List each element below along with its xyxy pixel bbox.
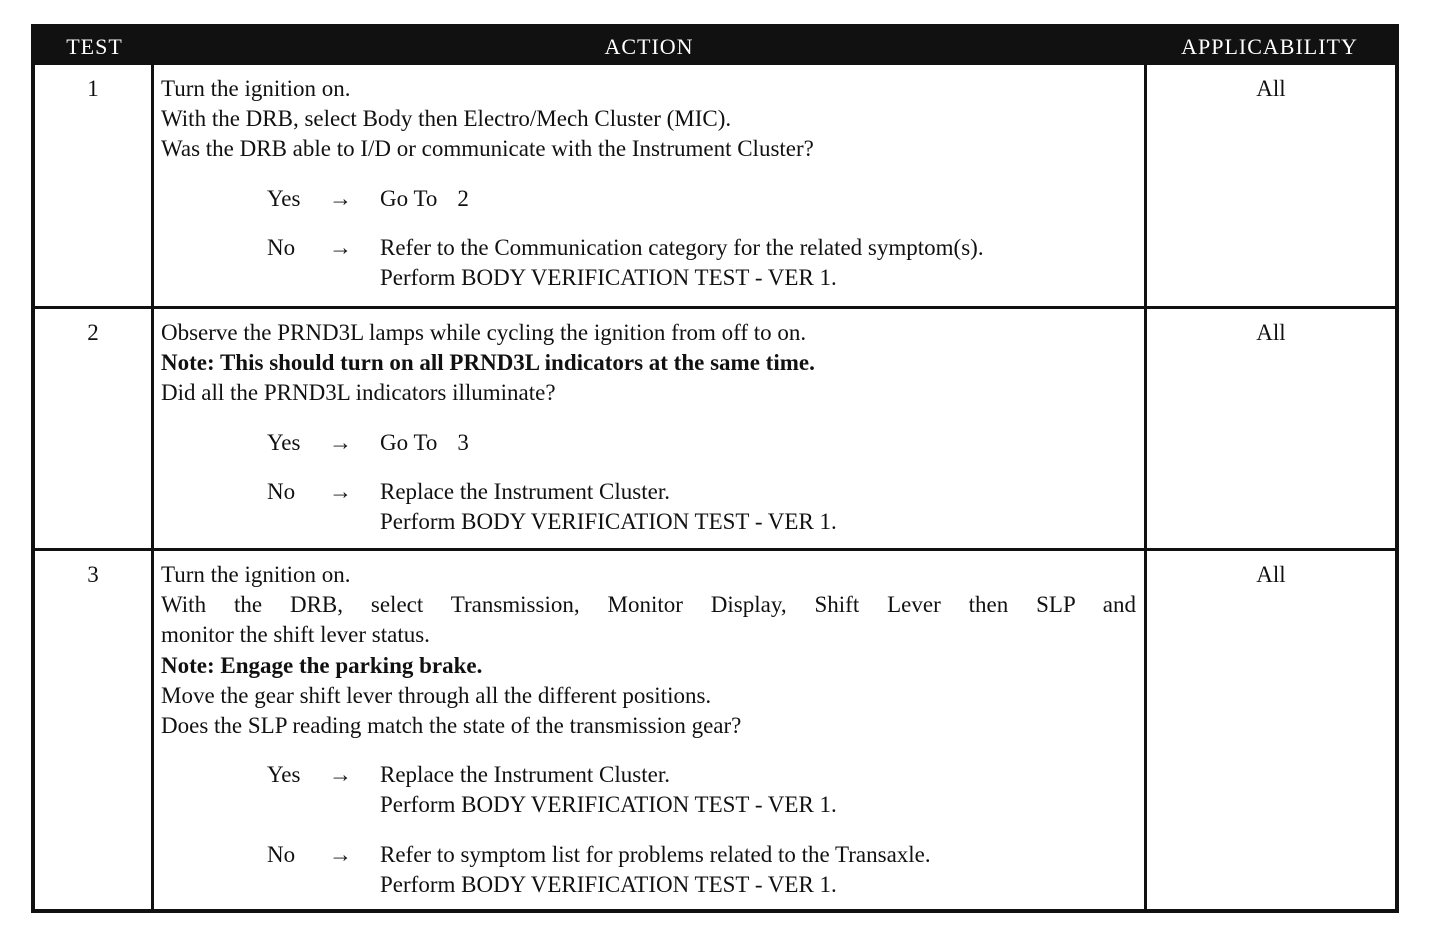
header-applicability: APPLICABILITY [1144, 28, 1395, 65]
answer-no [161, 233, 1136, 293]
answer-no [161, 477, 1136, 537]
action-line: Turn the ignition on. [161, 76, 351, 101]
action-cell [154, 306, 1144, 548]
answer-label: No [267, 841, 296, 867]
arrow-icon: → [329, 478, 352, 504]
action-line: Was the DRB able to I/D or communicate with the Instrument Cluster? [161, 136, 814, 162]
arrow-icon: → [329, 762, 352, 788]
note-line: Note: This should turn on all PRND3L indicators at the same time. [161, 350, 815, 376]
answers [161, 428, 1136, 538]
result-line: Perform BODY VERIFICATION TEST - VER 1. [380, 265, 837, 291]
answer-yes [161, 760, 1136, 820]
answer-yes [161, 184, 1136, 214]
result-line: Perform BODY VERIFICATION TEST - VER 1. [380, 509, 837, 535]
goto-step: 2 [457, 185, 469, 211]
arrow-icon: → [329, 185, 352, 211]
action-cell [154, 548, 1144, 909]
answer-result [380, 428, 1136, 458]
test-number: 2 [35, 306, 154, 548]
answer-result [380, 184, 1136, 214]
result-line: Replace the Instrument Cluster. [380, 762, 670, 788]
goto-step: 3 [457, 429, 469, 455]
header-action: ACTION [154, 28, 1144, 65]
action-line: With the DRB, select Transmission, Monitor Display, Shift Lever then SLP and [161, 592, 1136, 618]
goto-text: Go To [380, 185, 438, 211]
arrow-icon: → [329, 841, 352, 867]
goto-text: Go To [380, 429, 438, 455]
answer-no [161, 840, 1136, 900]
answer-result [380, 840, 1136, 900]
action-line: Turn the ignition on. [161, 562, 351, 587]
applicability-value: All [1144, 65, 1395, 306]
answer-label: Yes [267, 762, 301, 788]
result-line: Replace the Instrument Cluster. [380, 478, 670, 504]
action-cell [154, 65, 1144, 306]
result-line: Refer to the Communication category for the related symptom(s). [380, 234, 984, 260]
action-line: Does the SLP reading match the state of the transmission gear? [161, 713, 742, 739]
action-line: Move the gear shift lever through all the different positions. [161, 682, 712, 708]
result-line: Perform BODY VERIFICATION TEST - VER 1. [380, 792, 837, 818]
arrow-icon: → [329, 234, 352, 260]
answer-label: No [267, 234, 296, 260]
test-number: 3 [35, 548, 154, 909]
applicability-value: All [1144, 548, 1395, 909]
action-line: Did all the PRND3L indicators illuminate? [161, 380, 556, 406]
action-line: monitor the shift lever status. [161, 622, 430, 648]
answer-yes [161, 428, 1136, 458]
note-line: Note: Engage the parking brake. [161, 652, 483, 678]
applicability-value: All [1144, 306, 1395, 548]
answer-result [380, 477, 1136, 537]
arrow-icon: → [329, 429, 352, 455]
action-line: With the DRB, select Body then Electro/Mech Cluster (MIC). [161, 106, 732, 132]
answer-label: Yes [267, 429, 301, 455]
test-number: 1 [35, 65, 154, 306]
action-line: Observe the PRND3L lamps while cycling the ignition from off to on. [161, 320, 807, 345]
result-line: Refer to symptom list for problems related to the Transaxle. [380, 841, 931, 867]
answer-result [380, 760, 1136, 820]
diagnostic-table [31, 24, 1399, 913]
answer-label: No [267, 478, 296, 504]
answer-result [380, 233, 1136, 293]
header-test: TEST [35, 28, 154, 65]
answers [161, 760, 1136, 900]
answer-label: Yes [267, 185, 301, 211]
answers [161, 184, 1136, 294]
result-line: Perform BODY VERIFICATION TEST - VER 1. [380, 871, 837, 897]
